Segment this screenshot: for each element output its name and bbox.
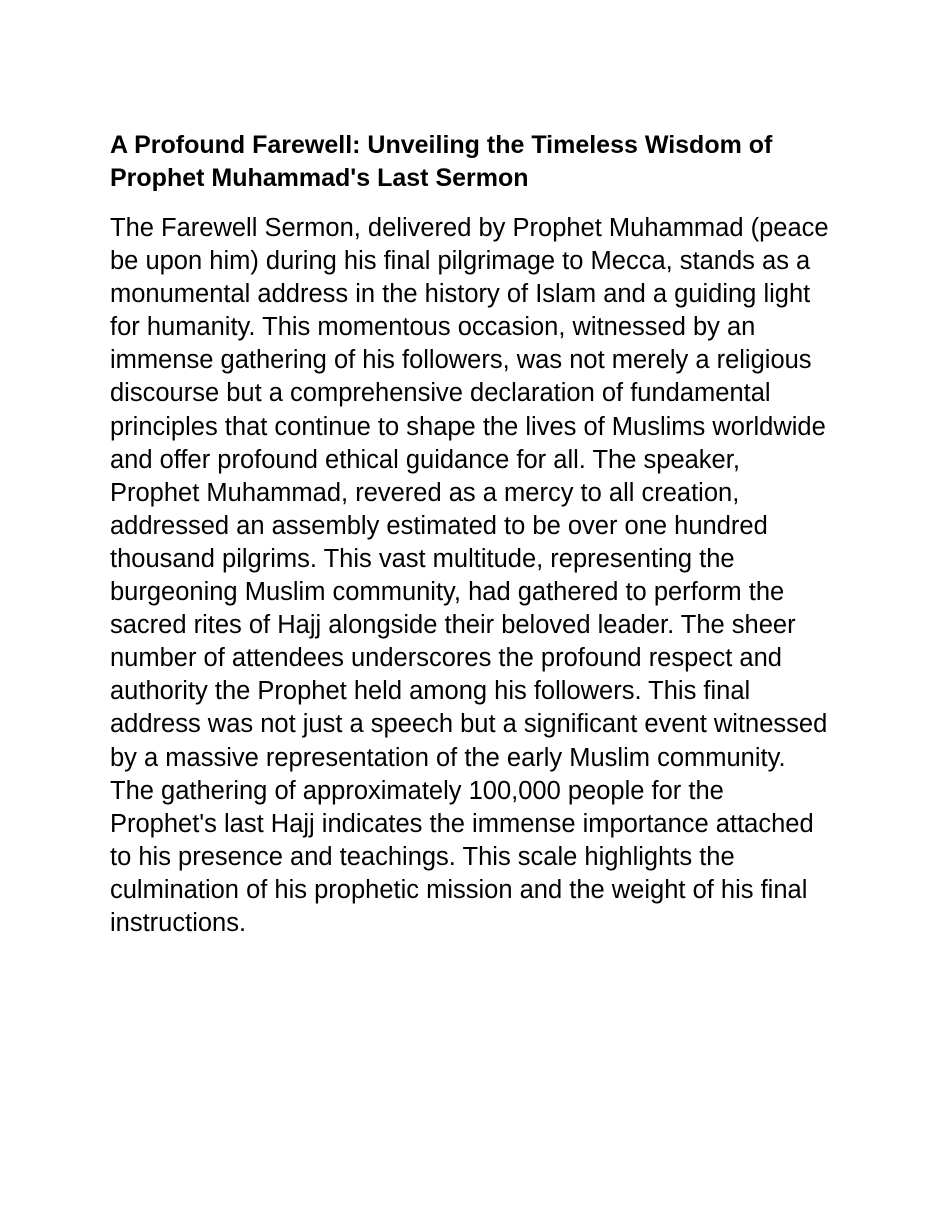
document-title: A Profound Farewell: Unveiling the Timeless Wisdom of Prophet Muhammad's Last Sermon (110, 131, 773, 192)
body-paragraph: The Farewell Sermon, delivered by Prophet Muhammad (peace be upon him) during his final pilgrimage to Mecca, stands as a monumental address in the history of Islam and a guiding light for humanity. This momentous occasion, witnessed by an immense gathering of his followers, was not merely a religious discourse but a comprehensive declaration of fundamental principles that continue to shape the lives of Muslims worldwide and offer profound ethical guidance for all. The speaker, Prophet Muhammad, revered as a mercy to all creation, addressed an assembly estimated to be over one hundred thousand pilgrims. This vast multitude, representing the burgeoning Muslim community, had gathered to perform the sacred rites of Hajj alongside their beloved leader. The sheer number of attendees underscores the profound respect and authority the Prophet held among his followers. This final address was not just a speech but a significant event witnessed by a massive representation of the early Muslim community. The gathering of approximately 100,000 people for the Prophet's last Hajj indicates the immense importance attached to his presence and teachings. This scale highlights the culmination of his prophetic mission and the weight of his final instructions. (110, 214, 829, 937)
document-content (110, 129, 830, 940)
